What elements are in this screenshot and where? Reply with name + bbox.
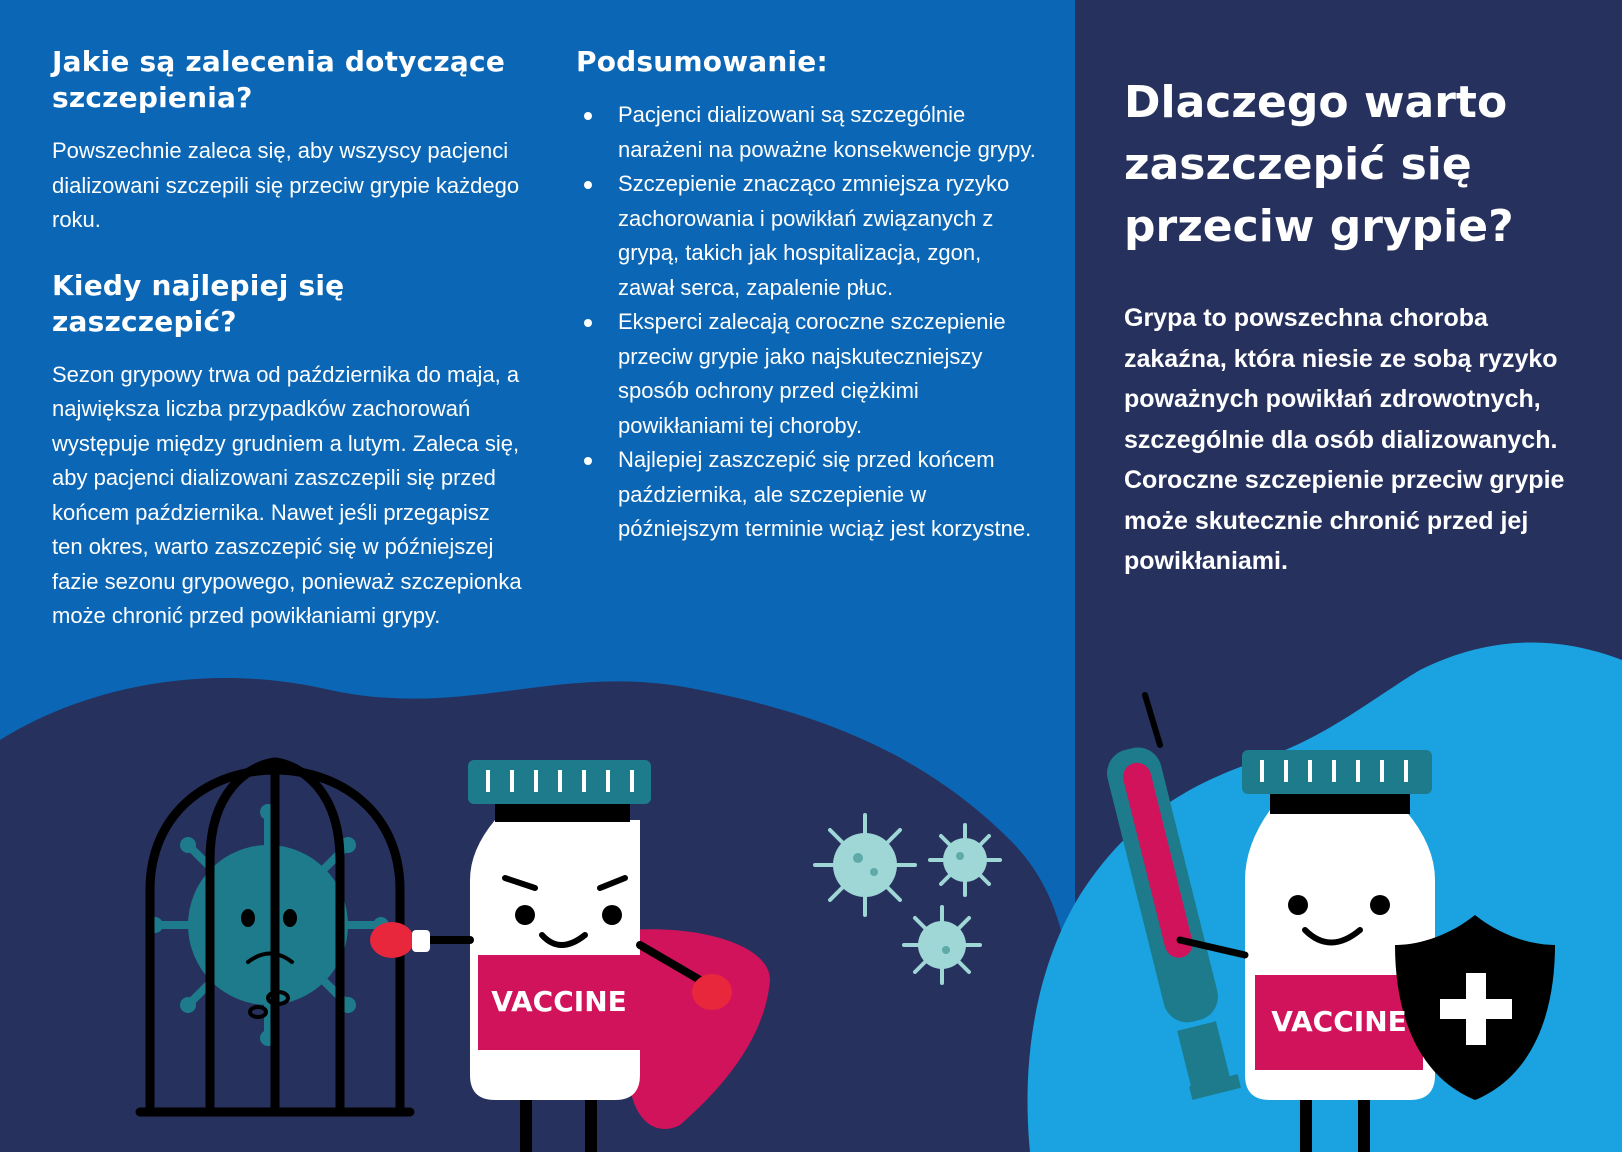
virus-icon — [147, 804, 389, 1046]
vial-label-right: VACCINE — [1271, 1005, 1407, 1038]
virus-icon — [815, 815, 915, 915]
bullet-icon — [584, 319, 592, 327]
summary-title: Podsumowanie: — [576, 45, 828, 78]
list-item: Eksperci zalecają coroczne szczepienie przeciw grypie jako najskuteczniejszy sposób ochrony przed ciężkimi powikłaniami tej choroby. — [576, 305, 1036, 443]
virus-icon — [904, 907, 980, 983]
section-title-recommendations: Jakie są zalecenia dotyczące szczepienia? — [52, 45, 506, 114]
section-text-when: Sezon grypowy trwa od października do maja, a największa liczba przypadków zachorowań występuje między grudniem a lutym. Zaleca się, aby pacjenci dializowani zaszczepili się przed końcem października. Nawet jeśli przegapisz ten okres, warto zaszczepić się w późniejszej fazie sezonu grypowego, ponieważ szczepionka może chronić przed powikłaniami grypy. — [52, 361, 522, 628]
bullet-icon — [584, 112, 592, 120]
right-column — [1124, 72, 1594, 582]
vial-label-left: VACCINE — [491, 985, 627, 1018]
virus-icon — [930, 825, 1000, 895]
page-title: Dlaczego warto zaszczepić się przeciw grypie? — [1124, 77, 1514, 252]
list-item: Szczepienie znacząco zmniejsza ryzyko zachorowania i powikłań związanych z grypą, takich jak hospitalizacja, zgon, zawał serca, zapalenie płuc. — [576, 167, 1036, 305]
left-column — [52, 44, 522, 634]
section-text-recommendations: Powszechnie zaleca się, aby wszyscy pacjenci dializowani szczepili się przeciw grypie każdego roku. — [52, 138, 520, 232]
list-item: Pacjenci dializowani są szczególnie narażeni na poważne konsekwencje grypy. — [576, 98, 1036, 167]
lead-text: Grypa to powszechna choroba zakaźna, która niesie ze sobą ryzyko poważnych powikłań zdrowotnych, szczególnie dla osób dializowanych. Coroczne szczepienie przeciw grypie może skutecznie chronić przed jej powikłaniami. — [1124, 304, 1565, 575]
bullet-icon — [584, 457, 592, 465]
section-title-when: Kiedy najlepiej się zaszczepić? — [52, 268, 345, 338]
bullet-icon — [584, 181, 592, 189]
middle-column — [576, 44, 1036, 547]
list-item: Najlepiej zaszczepić się przed końcem października, ale szczepienie w późniejszym terminie wciąż jest korzystne. — [576, 443, 1036, 547]
summary-list — [576, 98, 1036, 547]
